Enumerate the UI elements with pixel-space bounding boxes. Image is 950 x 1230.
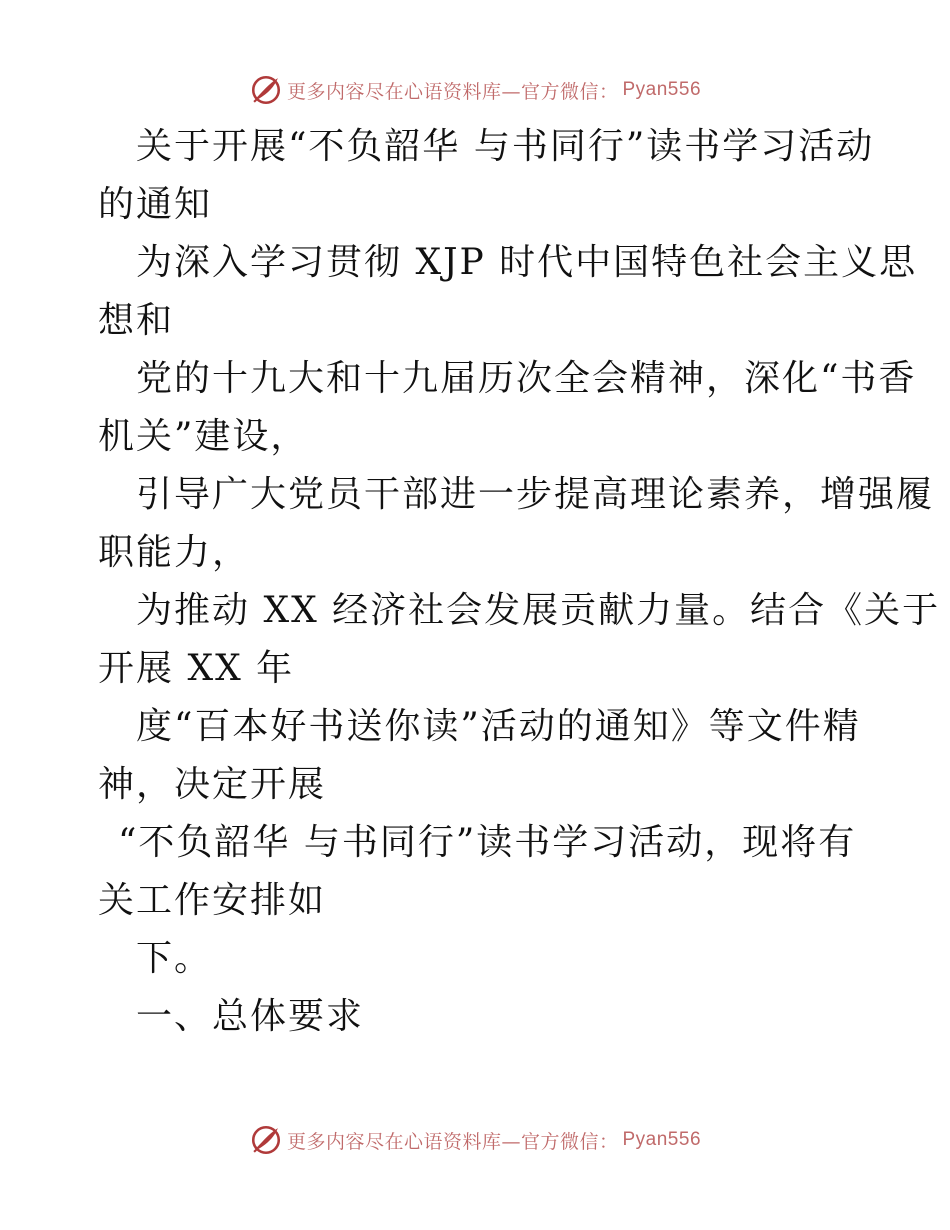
feather-pen-logo-icon [249,73,283,107]
feather-pen-logo-icon [249,1123,283,1157]
footer-watermark [0,1120,950,1160]
paragraph-line: 开展 XX 年 [98,648,295,689]
title-line-1: 关于开展“不负韶华 与书同行”读书学习活动 [136,126,875,167]
paragraph-line: 下。 [136,938,213,979]
paragraph-line: 度“百本好书送你读”活动的通知》等文件精 [136,706,861,747]
header-watermark [0,70,950,110]
paragraph-line: 引导广大党员干部进一步提高理论素养，增强履 [136,474,935,515]
paragraph-line: “不负韶华 与书同行”读书学习活动，现将有 [118,822,857,863]
watermark-wechat-id: Pyan556 [622,1129,702,1150]
paragraph-line: 为推动 XX 经济社会发展贡献力量。结合《关于 [136,590,941,631]
paragraph-line: 为深入学习贯彻 XJP 时代中国特色社会主义思 [136,242,918,283]
title-line-2: 的通知 [98,184,213,225]
watermark-text: 更多内容尽在心语资料库—官方微信： [286,1130,619,1153]
paragraph-line: 党的十九大和十九届历次全会精神，深化“书香 [136,358,917,399]
watermark-wechat-id: Pyan556 [622,79,702,100]
section-heading: 一、总体要求 [136,996,365,1037]
paragraph-line: 机关”建设， [98,416,309,457]
watermark-text: 更多内容尽在心语资料库—官方微信： [286,80,619,103]
document-body [98,118,941,1046]
paragraph-line: 职能力， [98,532,251,573]
paragraph-line: 关工作安排如 [98,880,327,921]
paragraph-line: 想和 [98,300,175,341]
paragraph-line: 神，决定开展 [98,764,327,805]
